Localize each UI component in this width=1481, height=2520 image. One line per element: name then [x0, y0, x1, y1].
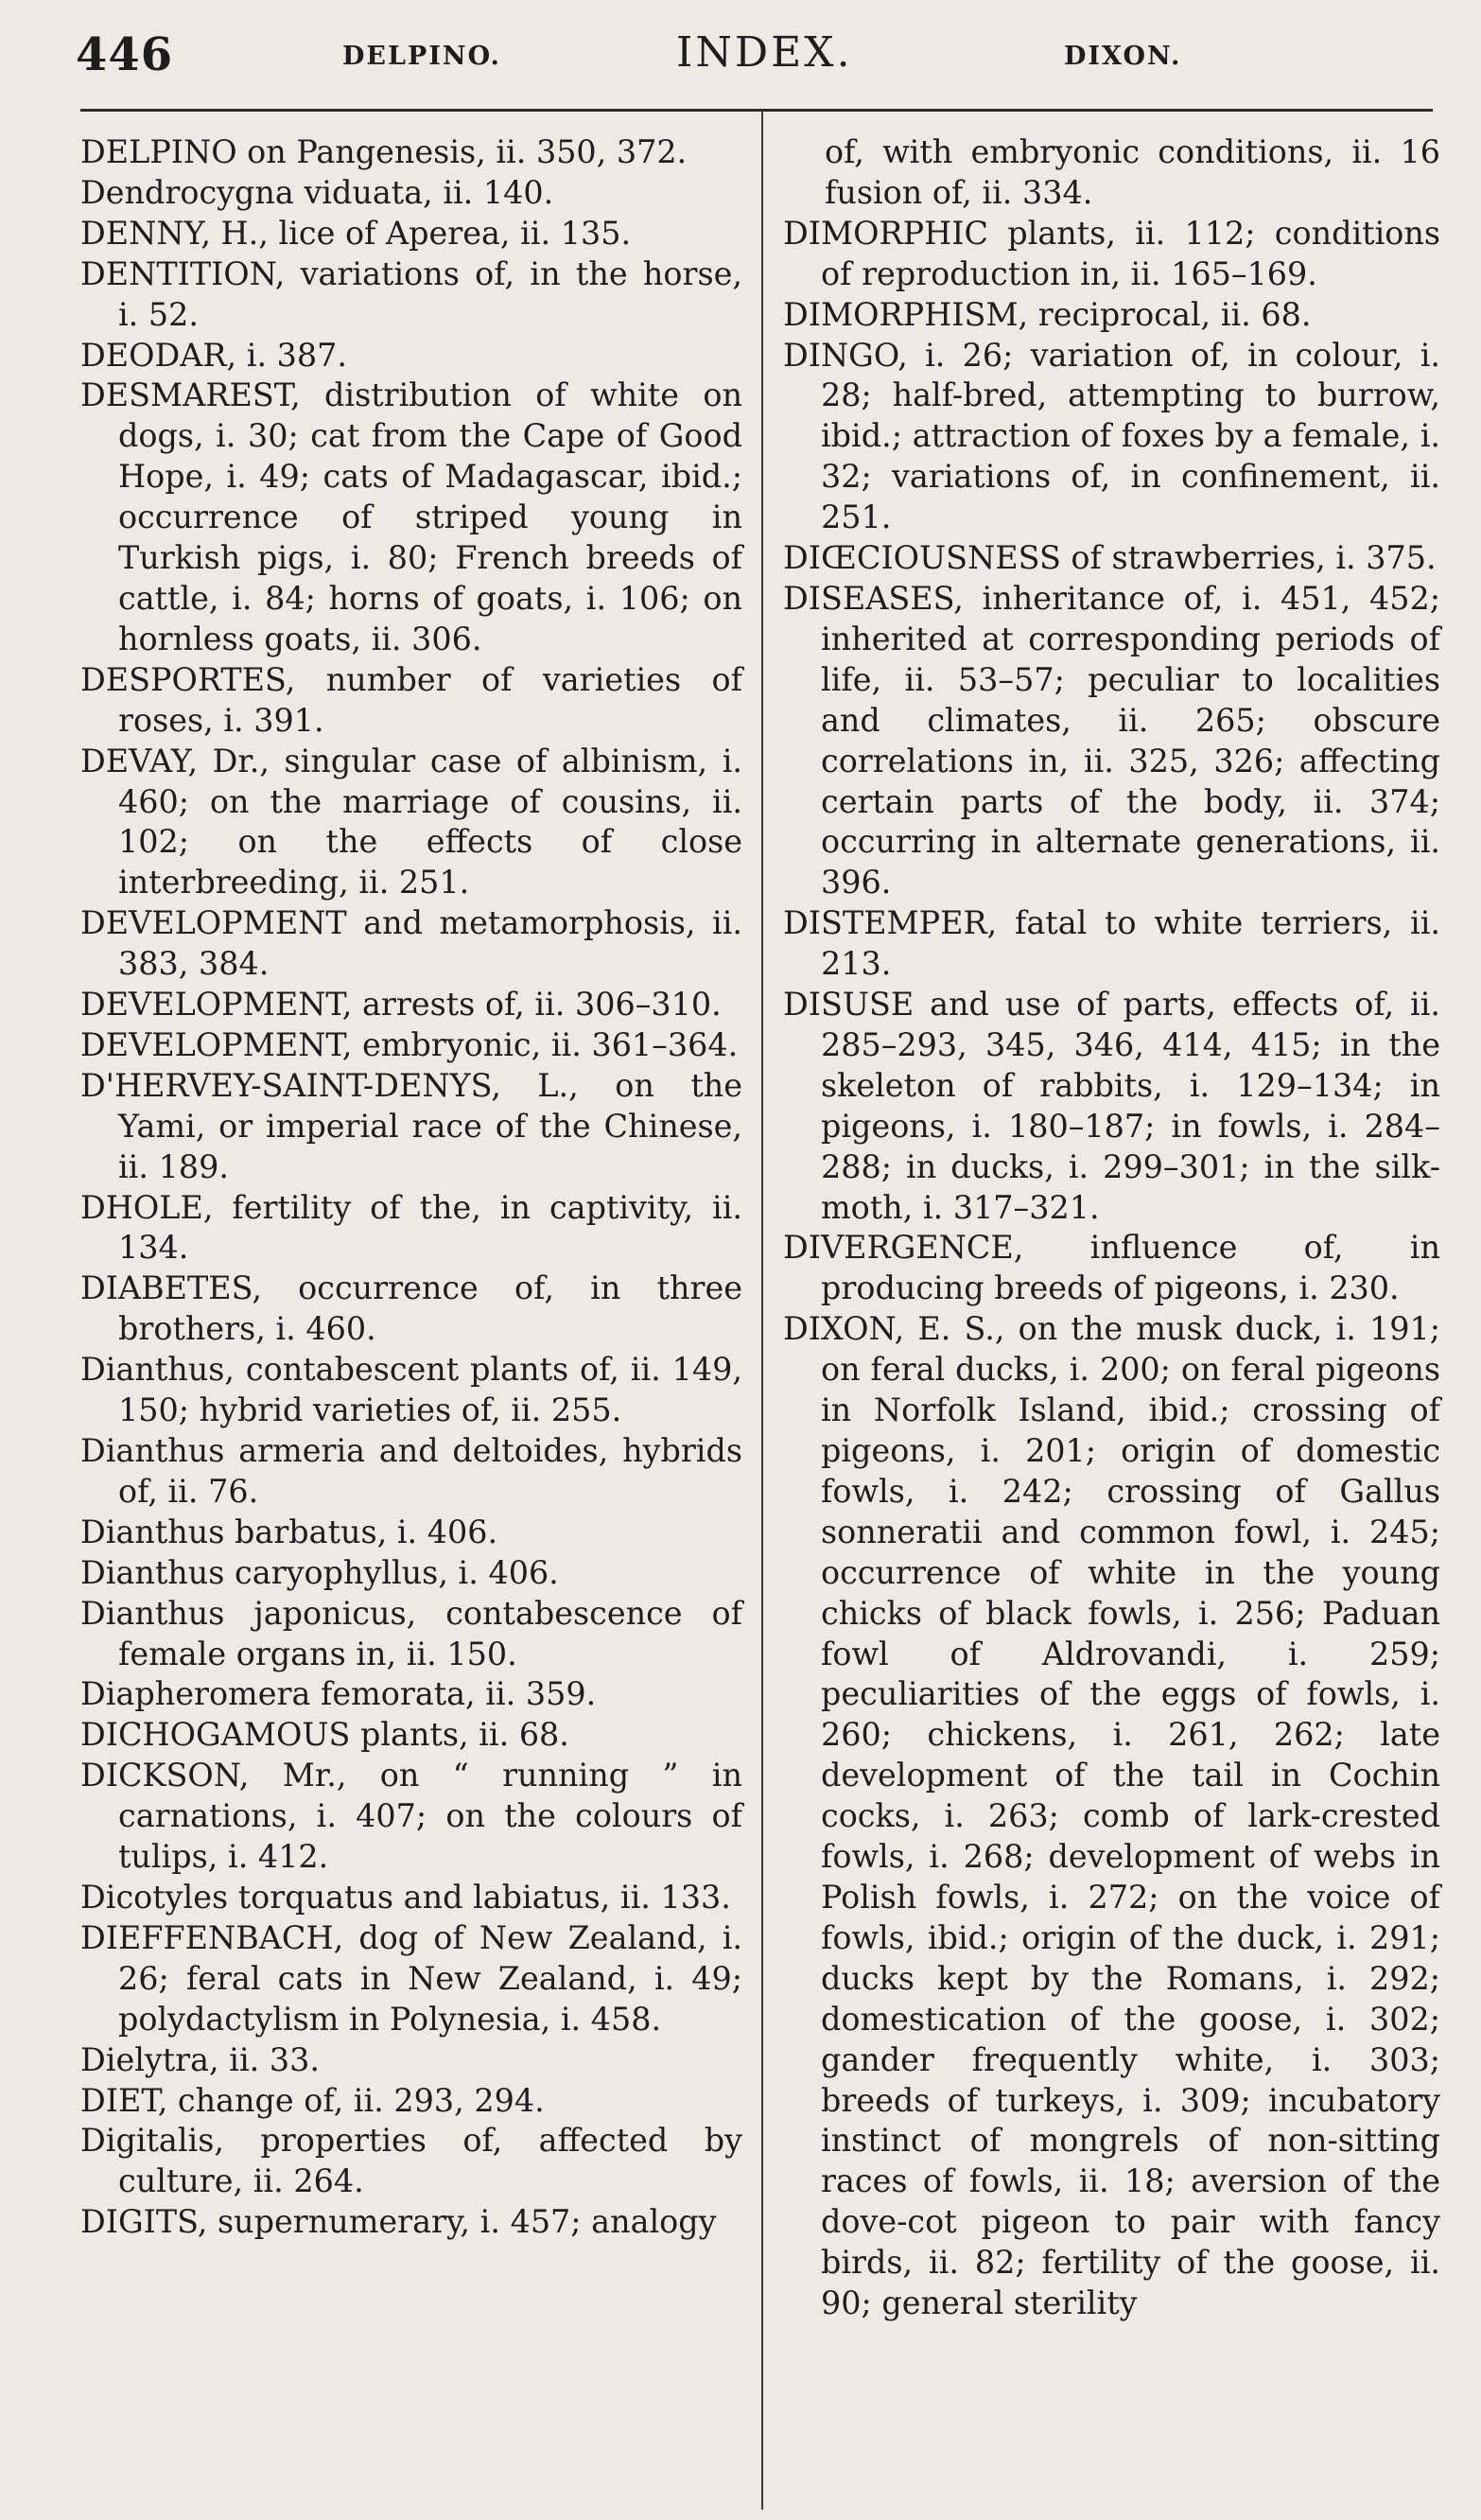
index-entry: Dielytra, ii. 33. — [80, 2040, 320, 2078]
index-entry: Dicotyles torquatus and labiatus, ii. 133. — [80, 1878, 731, 1916]
index-entry: DESMAREST, distribution of white on dogs, i. 30; cat from the Cape of Good Hope, i. 49; cats of Madagascar, ibid.; occurrence of striped young in Turkish pigs, i. 80; French breeds of cattle, i. 84; horns of goats, i. 106; on hornless goats, ii. 306. — [80, 376, 742, 657]
index-entry: Dianthus barbatus, i. 406. — [80, 1513, 498, 1550]
left-column — [80, 132, 742, 2243]
running-head-title: INDEX. — [676, 28, 853, 77]
index-entry: DEODAR, i. 387. — [80, 336, 348, 374]
index-entry: DEVELOPMENT, embryonic, ii. 361–364. — [80, 1025, 739, 1063]
running-head-first-entry: DELPINO. — [342, 42, 501, 71]
index-entry: Digitalis, properties of, affected by culture, ii. 264. — [80, 2122, 742, 2200]
index-entry: DIXON, E. S., on the musk duck, i. 191; on feral ducks, i. 200; on feral pigeons in Norfolk Island, ibid.; crossing of pigeons, i. 201; origin of domestic fowls, i. 242; crossing of Gallus sonneratii and common fowl, i. 245; occurrence of white in the young chicks of black fowls, i. 256; Paduan fowl of Aldrovandi, i. 259; peculiarities of the eggs of fowls, i. 260; chickens, i. 261, 262; late development of the tail in Cochin cocks, i. 263; comb of lark-crested fowls, i. 268; development of webs in Polish fowls, i. 272; on the voice of fowls, ibid.; origin of the duck, i. 291; ducks kept by the Romans, i. 292; domestication of the goose, i. 302; gander frequently white, i. 303; breeds of turkeys, i. 309; incubatory instinct of mongrels of non-sitting races of fowls, ii. 18; aversion of the dove-cot pigeon to pair with fancy birds, ii. 82; fertility of the goose, ii. 90; general sterility — [783, 1310, 1440, 2322]
index-entry: Dianthus, contabescent plants of, ii. 149, 150; hybrid varieties of, ii. 255. — [80, 1351, 742, 1429]
index-entry: DIŒCIOUSNESS of strawberries, i. 375. — [783, 539, 1437, 577]
index-entry: DICHOGAMOUS plants, ii. 68. — [80, 1716, 569, 1754]
index-entry: Dianthus armeria and deltoides, hybrids of, ii. 76. — [80, 1432, 742, 1510]
header-rule — [80, 109, 1433, 112]
index-entry: DENTITION, variations of, in the horse, i. 52. — [80, 254, 742, 333]
page-number: 446 — [76, 28, 174, 81]
index-entry: DIET, change of, ii. 293, 294. — [80, 2081, 545, 2119]
index-entry: DIMORPHISM, reciprocal, ii. 68. — [783, 295, 1312, 333]
index-entry: DHOLE, fertility of the, in captivity, ii. 134. — [80, 1188, 742, 1267]
index-entry: DEVELOPMENT and metamorphosis, ii. 383, 384. — [80, 904, 742, 983]
index-entry: DICKSON, Mr., on “ running ” in carnations, i. 407; on the colours of tulips, i. 412. — [80, 1757, 742, 1876]
index-entry: DIEFFENBACH, dog of New Zealand, i. 26; feral cats in New Zealand, i. 49; polydactylism in Polynesia, i. 458. — [80, 1918, 742, 2038]
index-entry: DIGITS, supernumerary, i. 457; analogy — [80, 2203, 717, 2241]
index-entry: DELPINO on Pangenesis, ii. 350, 372. — [80, 133, 688, 170]
index-entry: DEVELOPMENT, arrests of, ii. 306–310. — [80, 986, 722, 1024]
index-entry: DENNY, H., lice of Aperea, ii. 135. — [80, 214, 632, 252]
index-entry: Dendrocygna viduata, ii. 140. — [80, 173, 554, 211]
index-entry: of, with embryonic conditions, ii. 16 fusion of, ii. 334. — [825, 133, 1440, 211]
index-entry: Dianthus caryophyllus, i. 406. — [80, 1553, 559, 1591]
index-entry: Dianthus japonicus, contabescence of female organs in, ii. 150. — [80, 1594, 742, 1672]
index-entry: DISEASES, inheritance of, i. 451, 452; inherited at corresponding periods of life, ii. 53–57; peculiar to localities and climates, ii. 265; obscure correlations in, ii. 325, 326; affecting certain parts of the body, ii. 374; occurring in alternate generations, ii. 396. — [783, 579, 1440, 901]
index-entry: Diapheromera femorata, ii. 359. — [80, 1675, 597, 1713]
index-entry: DISUSE and use of parts, effects of, ii. 285–293, 345, 346, 414, 415; in the skeleton of rabbits, i. 129–134; in pigeons, i. 180–187; in fowls, i. 284–288; in ducks, i. 299–301; in the silk-moth, i. 317–321. — [783, 986, 1440, 1226]
index-entry: DESPORTES, number of varieties of roses, i. 391. — [80, 660, 742, 739]
index-entry: DISTEMPER, fatal to white terriers, ii. 213. — [783, 904, 1440, 983]
index-entry: DIMORPHIC plants, ii. 112; conditions of reproduction in, ii. 165–169. — [783, 214, 1440, 292]
right-column — [783, 132, 1440, 2324]
page-header — [76, 28, 1437, 85]
index-entry: D'HERVEY-SAINT-DENYS, L., on the Yami, or imperial race of the Chinese, ii. 189. — [80, 1066, 742, 1185]
index-entry: DINGO, i. 26; variation of, in colour, i. 28; half-bred, attempting to burrow, ibid.; attraction of foxes by a female, i. 32; variations of, in confinement, ii. 251. — [783, 336, 1440, 536]
running-head-last-entry: DIXON. — [1064, 42, 1182, 71]
index-entry: DIABETES, occurrence of, in three brothers, i. 460. — [80, 1269, 742, 1348]
index-entry: DEVAY, Dr., singular case of albinism, i. 460; on the marriage of cousins, ii. 102; on the effects of close interbreeding, ii. 251. — [80, 742, 742, 901]
index-entry: DIVERGENCE, influence of, in producing breeds of pigeons, i. 230. — [783, 1229, 1440, 1307]
column-divider — [761, 112, 763, 2510]
